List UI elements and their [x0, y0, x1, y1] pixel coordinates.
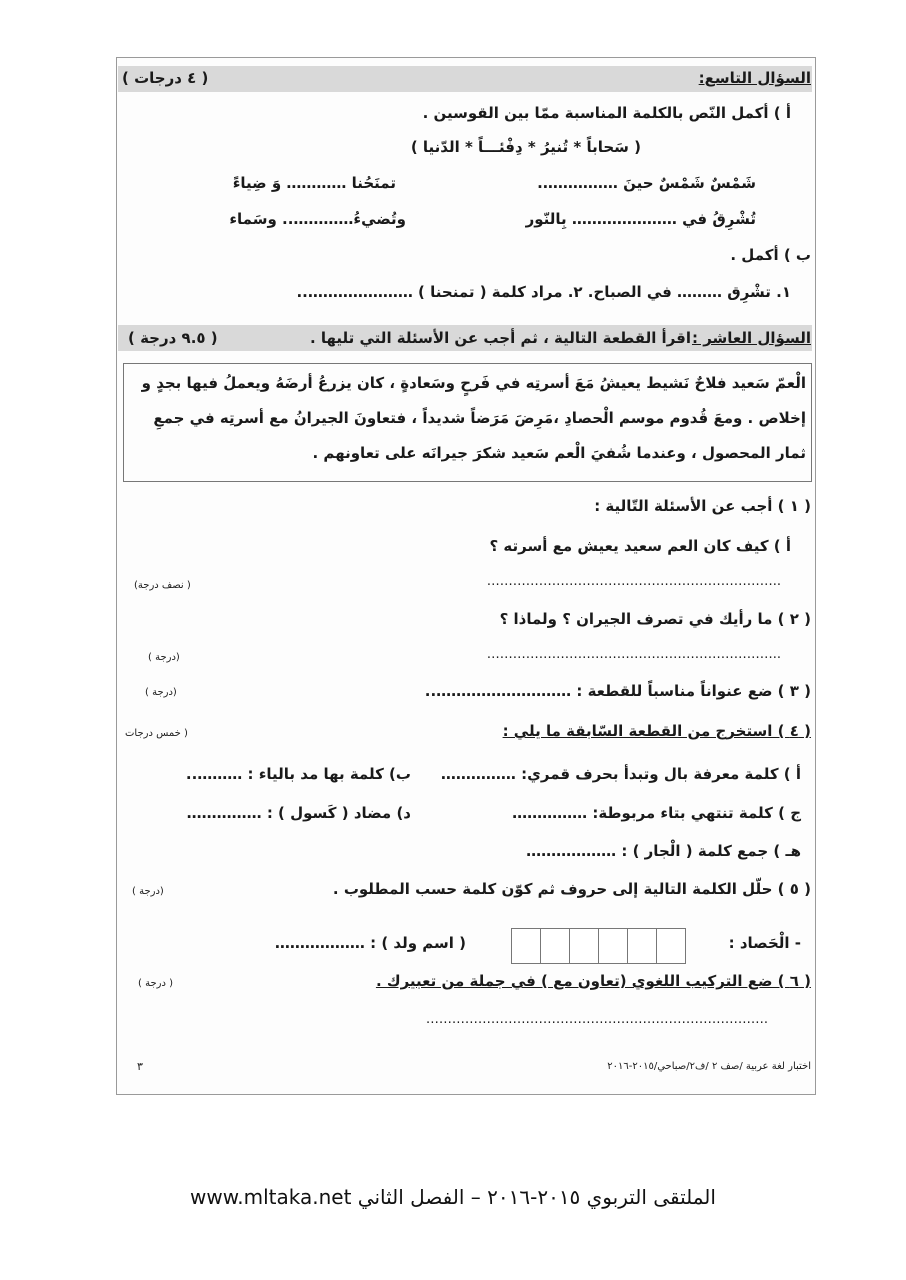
q10-1a-question: أ ) كيف كان العم سعيد يعيش مع أسرته ؟ — [489, 537, 791, 555]
q9-title: السؤال التاسع: — [698, 69, 811, 87]
q9-a-instruction: أ ) أكمل النّص بالكلمة المناسبة ممّا بين القوسين . — [422, 104, 791, 122]
q10-5-word: - الْحَصاد : — [728, 934, 801, 952]
q9-line2-left: وتُضيءُ………….. وسَماء — [229, 210, 406, 228]
q9-marks: ( ٤ درجات ) — [122, 69, 209, 87]
passage-line-3: ثمار المحصول ، وعندما شُفيَ الْعم سَعيد شكرَ جيرانَه على تعاونهم . — [312, 444, 806, 462]
q10-5-question: ( ٥ ) حلّل الكلمة التالية إلى حروف ثم كوّن كلمة حسب المطلوب . — [332, 880, 811, 898]
q9-b-items: ١. تشْرِق ……… في الصباح. ٢. مراد كلمة ( تمنحنا ) ………………….. — [296, 283, 791, 301]
site-footer: الملتقى التربوي ٢٠١٥-٢٠١٦ – الفصل الثاني www.mltaka.net — [190, 1185, 716, 1209]
q10-4a: أ ) كلمة معرفة بال وتبدأ بحرف قمري: …………… — [440, 765, 801, 783]
q10-1a-marks: ( نصف درجة) — [134, 580, 191, 591]
letter-box[interactable] — [598, 928, 628, 964]
exam-info: اختبار لغة عربية /صف ٢ /ف٢/صباحي/٢٠١٥-٢٠١٦ — [607, 1061, 811, 1072]
letter-box[interactable] — [511, 928, 541, 964]
q10-2-answer-line[interactable]: ………………………………………………………….. — [486, 647, 781, 662]
q10-4b: ب) كلمة بها مد بالياء : ……….. — [185, 765, 411, 783]
q10-1-label: ( ١ ) أجب عن الأسئلة التّالية : — [594, 497, 811, 515]
letter-box[interactable] — [627, 928, 657, 964]
q10-6-answer-line[interactable]: ……………………………………………………………………. — [425, 1012, 768, 1027]
q10-2-question: ( ٢ ) ما رأيك في تصرف الجيران ؟ ولماذا ؟ — [499, 610, 811, 628]
q10-2-marks: (درجة ) — [148, 652, 180, 663]
q9-line1-left: تمنَحُنا ………… وَ ضِياءً — [232, 174, 396, 192]
q10-3-question: ( ٣ ) ضع عنواناً مناسباً للقطعة : ……………………….. — [424, 682, 811, 700]
letter-boxes — [512, 928, 686, 962]
q10-4d: د) مضاد ( كَسول ) : …………… — [186, 804, 411, 822]
page-number: ٣ — [137, 1060, 143, 1073]
q10-4-marks: ( خمس درجات — [125, 728, 188, 739]
q10-5-marks: (درجة ) — [132, 886, 164, 897]
letter-box[interactable] — [656, 928, 686, 964]
q10-3-marks: (درجة ) — [145, 687, 177, 698]
q10-1a-answer-line[interactable]: ………………………………………………………….. — [486, 574, 781, 589]
q10-marks: ( ٩.٥ درجة ) — [128, 329, 218, 347]
q10-6-marks: ( درجة ) — [138, 978, 173, 989]
passage-line-1: الْعمّ سَعيد فلاحٌ نَشيط يعيشُ مَعَ أسرتِه في فَرحٍ وسَعادةٍ ، كان يزرعُ أرضَهُ ويعملُ فيها بجدٍ و — [141, 374, 806, 392]
letter-box[interactable] — [569, 928, 599, 964]
q9-b-instruction: ب ) أكمل . — [730, 246, 811, 264]
q10-4c: ج ) كلمة تنتهي بتاء مربوطة: …………… — [512, 804, 801, 822]
q9-line2-right: تُشْرِقُ في ………………… بِالنّور — [525, 210, 756, 228]
q10-instruction: اقرأ القطعة التالية ، ثم أجب عن الأسئلة التي تليها . — [309, 329, 691, 347]
passage-line-2: إخلاص . ومعَ قُدوم موسم الْحصادِ ،مَرِضَ مَرَضاً شديداً ، فتعاونَ الجيرانُ مع أسرتِه في جمعِ — [153, 409, 806, 427]
q10-4-label: ( ٤ ) استخرج من القطعة السّابقة ما يلي : — [502, 722, 811, 740]
q10-5-name-answer: ( اسم ولد ) : ……………… — [274, 934, 466, 952]
q10-4e: هـ ) جمع كلمة ( الْجار ) : ……………… — [526, 842, 801, 860]
q10-title: السؤال العاشر : — [692, 329, 811, 347]
q9-choices: ( سَحاباً * تُنيرُ * دِفْئـــاً * الدّنيا ) — [410, 138, 641, 156]
letter-box[interactable] — [540, 928, 570, 964]
q9-line1-right: شَمْسٌ شَمْسٌ حينَ ……………. — [537, 174, 756, 192]
q10-6-question: ( ٦ ) ضع التركيب اللغوي (تعاون مع ) في جملة من تعبيرك . — [375, 972, 811, 990]
